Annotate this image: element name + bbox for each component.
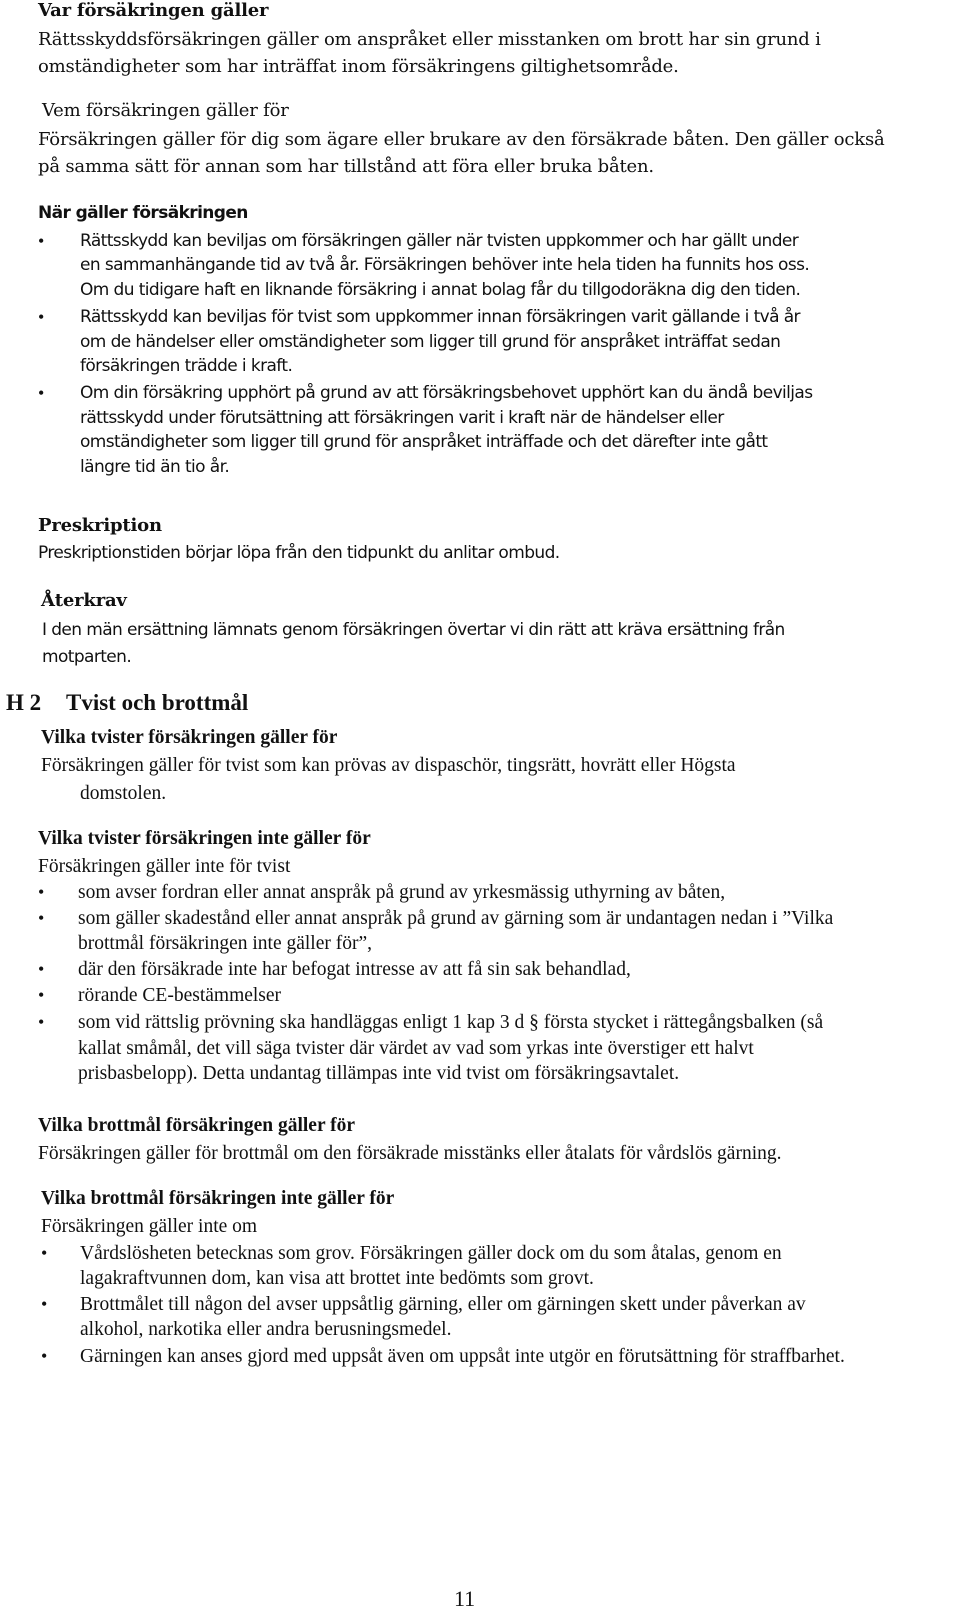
bullet-glyph: • xyxy=(38,959,45,979)
s3-item-2-line-2: om de händelser eller omständigheter som ligger till grund för anspråket inträffat sedan xyxy=(80,332,781,352)
s3-item-1-line-1: Rättsskydd kan beviljas om försäkringen gäller när tvisten uppkommer och har gällt under xyxy=(80,231,799,251)
s7-item-4: rörande CE-bestämmelser xyxy=(78,985,282,1006)
bullet-glyph: • xyxy=(38,307,45,327)
bullet-glyph: • xyxy=(38,231,45,251)
h2-title: Tvist och brottmål xyxy=(66,690,249,715)
s7-item-2-line-1: som gäller skadestånd eller annat anspråk på grund av gärning som är undantagen nedan i ”Vilka xyxy=(78,908,834,929)
s9-item-2-line-2: alkohol, narkotika eller andra berusningsmedel. xyxy=(80,1319,452,1340)
s6-line-1: Försäkringen gäller för tvist som kan prövas av dispaschör, tingsrätt, hovrätt eller Högsta xyxy=(41,755,736,776)
s9-intro: Försäkringen gäller inte om xyxy=(41,1216,258,1237)
s2-line-2: på samma sätt för annan som har tillstånd att föra eller bruka båten. xyxy=(38,156,654,177)
s7-item-2-line-2: brottmål försäkringen inte gäller för”, xyxy=(78,933,373,954)
s5-line-1: I den män ersättning lämnats genom försäkringen övertar vi din rätt att kräva ersättning från xyxy=(42,620,785,640)
page-number: 11 xyxy=(454,1586,476,1611)
s9-item-2-line-1: Brottmålet till någon del avser uppsåtlig gärning, eller om gärningen skett under påverkan av xyxy=(80,1294,806,1315)
bullet-glyph: • xyxy=(38,383,45,403)
s9-item-1-line-2: lagakraftvunnen dom, kan visa att brottet inte bedömts som grovt. xyxy=(80,1268,594,1289)
s3-item-2-line-1: Rättsskydd kan beviljas för tvist som uppkommer innan försäkringen varit gällande i två år xyxy=(80,307,800,327)
heading-nar-galler-forsakringen: När gäller försäkringen xyxy=(38,203,248,223)
heading-aterkrav: Återkrav xyxy=(41,590,127,611)
s7-intro: Försäkringen gäller inte för tvist xyxy=(38,856,291,877)
bullet-glyph: • xyxy=(41,1346,48,1366)
s3-item-1-line-3: Om du tidigare haft en liknande försäkring i annat bolag får du tillgodoräkna dig den tiden. xyxy=(80,280,801,300)
s8-line-1: Försäkringen gäller för brottmål om den försäkrade misstänks eller åtalats för vårdslös gärning. xyxy=(38,1143,782,1164)
h2-number: H 2 xyxy=(6,690,42,715)
heading-vilka-tvister-inte-galler: Vilka tvister försäkringen inte gäller för xyxy=(38,828,371,849)
s3-item-3-line-4: längre tid än tio år. xyxy=(80,457,230,477)
s1-line-2: omständigheter som har inträffat inom försäkringens giltighetsområde. xyxy=(38,56,679,77)
bullet-glyph: • xyxy=(38,1012,45,1032)
s3-item-3-line-2: rättsskydd under förutsättning att försäkringen varit i kraft när de händelser eller xyxy=(80,408,724,428)
s7-item-5-line-2: kallat småmål, det vill säga tvister där värdet av vad som yrkas inte överstiger ett halvt xyxy=(78,1038,754,1059)
s3-item-2-line-3: försäkringen trädde i kraft. xyxy=(80,356,293,376)
s5-line-2: motparten. xyxy=(42,647,132,667)
heading-vem-forsakringen-galler-for: Vem försäkringen gäller för xyxy=(42,100,289,121)
s6-line-2: domstolen. xyxy=(80,783,167,804)
bullet-glyph: • xyxy=(41,1243,48,1263)
heading-vilka-brottmal-inte-galler: Vilka brottmål försäkringen inte gäller för xyxy=(41,1188,395,1209)
s9-item-1-line-1: Vårdslösheten betecknas som grov. Försäkringen gäller dock om du som åtalas, genom en xyxy=(80,1243,782,1264)
s3-item-3-line-3: omständigheter som ligger till grund för anspråket inträffade och det därefter inte gått xyxy=(80,432,768,452)
s4-line-1: Preskriptionstiden börjar löpa från den tidpunkt du anlitar ombud. xyxy=(38,543,560,563)
s9-item-3: Gärningen kan anses gjord med uppsåt även om uppsåt inte utgör en förutsättning för straffbarhet. xyxy=(80,1346,845,1367)
s7-item-3: där den försäkrade inte har befogat intresse av att få sin sak behandlad, xyxy=(78,959,631,980)
s3-item-1-line-2: en sammanhängande tid av två år. Försäkringen behöver inte hela tiden ha funnits hos oss. xyxy=(80,255,810,275)
heading-preskription: Preskription xyxy=(38,515,162,536)
bullet-glyph: • xyxy=(38,985,45,1005)
heading-var-forsakringen-galler: Var försäkringen gäller xyxy=(38,0,269,21)
bullet-glyph: • xyxy=(38,908,45,928)
s3-item-3-line-1: Om din försäkring upphört på grund av att försäkringsbehovet upphört kan du ändå beviljas xyxy=(80,383,813,403)
s7-item-5-line-1: som vid rättslig prövning ska handläggas enligt 1 kap 3 d § första stycket i rättegångsbalken (så xyxy=(78,1012,824,1033)
s2-line-1: Försäkringen gäller för dig som ägare eller brukare av den försäkrade båten. Den gäller också xyxy=(38,129,885,150)
s7-item-1: som avser fordran eller annat anspråk på grund av yrkesmässig uthyrning av båten, xyxy=(78,882,726,903)
s7-item-5-line-3: prisbasbelopp). Detta undantag tillämpas inte vid tvist om försäkringsavtalet. xyxy=(78,1063,680,1084)
s1-line-1: Rättsskyddsförsäkringen gäller om anspråket eller misstanken om brott har sin grund i xyxy=(38,29,821,50)
heading-vilka-tvister-galler: Vilka tvister försäkringen gäller för xyxy=(41,727,338,748)
bullet-glyph: • xyxy=(38,882,45,902)
bullet-glyph: • xyxy=(41,1294,48,1314)
heading-vilka-brottmal-galler: Vilka brottmål försäkringen gäller för xyxy=(38,1115,356,1136)
